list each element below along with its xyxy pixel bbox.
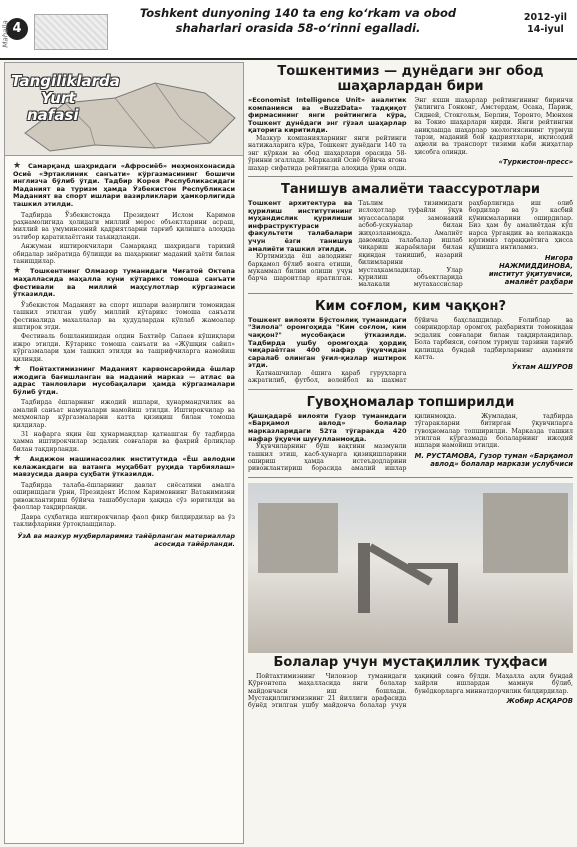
article	[248, 655, 573, 714]
news-paragraph: Фестиваль бошланишидан олдин Бахтиёр Сапаев кўшиқлари ижро этилди. Кўтарикс томоша санъати ва «Жўшқин сайил» кўргазмалари ҳам ташкил этилди ва ташрифчиларга намойиш қилинди.	[13, 333, 235, 363]
news-lead	[13, 366, 235, 396]
sidebar-title	[11, 73, 120, 124]
issue-day: 14-iyul	[527, 24, 564, 35]
star-icon: ★	[13, 161, 29, 171]
issue-year: 2012-yil	[523, 12, 567, 23]
sidebar-signature: ЎзА ва мазкур муҳбирларимиз тайёрланган материаллар асосида тайёрланди.	[17, 532, 235, 549]
news-paragraph: Тадбирда Ўзбекистонда Президент Ислом Каримов раҳнамолигида ҳолидаги миллий мерос объектларини асраш, миллий ва умуминсоний қадриятларни тарғиб қилишга алоҳида эътибор қаратилаётгани таъкидланди.	[13, 211, 235, 241]
article-lead: Қашқадарё вилояти Гузор туманидаги «Барқамол авлод» болалар марказларидаги 52та тўгаракда 420 нафар ўқувчи шуғулланмоқда.	[248, 411, 407, 443]
article-text: Мазкур компанияларнинг янги рейтинги натижаларига кўра, Тошкент дунёдаги 140 та энг кўркам ва обод шаҳарлари орасида 58-ўринни эгаллади. Марказий Осиё бўйича ягона шаҳар сифатида рейтингда алоҳида ўрин олди. Энг яхши шаҳарлар рейтингининг биринчи ўнлигига Гонконг, Амстердам, Осака, Париж, Сидней, Стокгольм, Берлин, Торонто, Мюнхен ва Токио шаҳарлари кирди. Янги рейтингни аниқлашда шаҳарлар экологиясининг турмуш тарзи, маданий бой қадриятлари, иқтисодий аҳволи ва транспорт тизими каби жиҳатлар ҳисобга олинди.	[248, 97, 573, 172]
article-author: «Туркистон-пресс»	[498, 158, 573, 167]
page-headline: Toshkent dunyoning 140 ta eng ko‘rkam va obod shaharlari orasida 58-o‘rinni egalladi.	[139, 6, 457, 35]
star-icon: ★	[13, 454, 30, 465]
star-icon: ★	[13, 266, 30, 277]
news-paragraph: Давра суҳбатида иштирокчилар фаол фикр билдирдилар ва ўз таклифларини ўртоқлашдилар.	[13, 513, 235, 529]
playground-photo	[248, 483, 573, 653]
news-paragraph: Ўзбекистон Маданият ва спорт ишлари вазирлиги томонидан ташкил этилган ушбу миллий кўтарикс томоша санъати фестивалида махаллалар ва ҳудудлардан кўплаб жамоалар иштирок этди.	[13, 301, 235, 331]
article-lead: Тошкент вилояти Бўстонлиқ туманидаги "Зилола" оромгоҳида "Ким соғлом, ким чаққон?" мусобақаси ўтказилди. Тадбирда ушбу оромгоҳда ҳордиқ чиқараётган 400 нафар ўқувчидан саралаб олинган ўғил-қизлар иштирок этди.	[248, 315, 407, 370]
header-ornament	[34, 14, 108, 50]
article	[248, 395, 573, 478]
news-lead-text: Пойтахтимизнинг Маданият карвонсаройида ёшлар ижодига бағишланган ва маданий марказ — атлас ва адрас танловлари мусобақалари ҳамда кўргазмалари бўлиб ўтди.	[13, 365, 235, 396]
news-lead	[13, 163, 235, 209]
sidebar-title-line: nafasi	[27, 106, 79, 124]
sidebar-title-line: Tangiliklarda	[11, 72, 120, 90]
page-header	[0, 0, 577, 60]
article-text: Ўқувчиларнинг бўш вақтини мазмунли ташкил этиш, касб-ҳунарга қизиқишларини ошириш ҳамда истеъдодларини ривожлантириш борасида амалий ишлар қилинмоқда. Жумладан, тадбирда тўгаракларни битирган ўқувчиларга гувоҳномалар топширилди. Марказда ташкил этилган кўргазмада болаларнинг ижодий ишлари намойиш этилди.	[248, 412, 573, 473]
sidebar-title-line: Yurt	[41, 89, 76, 107]
news-paragraph: Тадбирда талаба-ёшларнинг давлат сиёсатини амалга оширишдаги ўрни, Президент Ислом Каримовнинг Ватанимизни ривожлантириш бўйича ташаббуслари ҳақида сўз юритилди ва фаоллар тақдирланди.	[13, 482, 235, 512]
article-title: Гувоҳномалар топширилди	[306, 394, 515, 410]
article-author: Нигора НАЖМИДДИНОВА, институт ўқитувчиси, амалиёт раҳбари	[488, 253, 573, 286]
article-text: Юртимизда ёш авлоднинг барқамол бўлиб вояга етиши, мукаммал билим олиши учун барча шароитлар яратилган. Таълим тизимидаги ислоҳотлар туфайли ўқув муассасалари замонавий асбоб-ускуналар билан жиҳозланмоқда. Амалиёт давомида талабалар ишлаб чиқариш жараёнлари билан яқиндан танишиб, назарий билимларини мустаҳкамладилар. Улар қурилиш объектларида малакали мутахассислар раҳбарлигида иш олиб бордилар ва ўз касбий кўникмаларини оширдилар. Биз ҳам бу амалиётдан кўп нарса ўргандик ва келажакда юртимиз тараққиётига ҳисса қўшишга интиламиз.	[248, 200, 573, 289]
article	[248, 182, 573, 294]
slide-tower-shape	[358, 543, 370, 613]
article	[248, 299, 573, 390]
article-title: Тошкентимиз — дунёдаги энг обод шаҳарлардан бири	[277, 64, 544, 94]
news-lead-text: Тошкентнинг Олмазор туманидаги Чиғатой Октепа маҳалласида маҳалла куни кўтарикс томоша санъати фестивали ва миллий маҳсулотлар кўргазмаси ўтказилди.	[13, 267, 235, 299]
article-title: Танишув амалиёти таассуротлари	[281, 182, 540, 197]
news-paragraph: Тадбирда ёшларнинг ижодий ишлари, ҳунармандчилик ва амалий санъат намуналари намойиш этилди. Иштирокчилар ва меҳмонлар кўргазмаларни катта қизиқиш билан томоша қилдилар.	[13, 399, 235, 429]
news-sidebar	[4, 62, 244, 844]
article-author: Жобир АСҚАРОВ	[506, 697, 573, 706]
article-body	[248, 317, 573, 385]
building-shape	[483, 493, 568, 573]
news-lead-text: Самарқанд шаҳридаги «Афросиёб» меҳмонхонасида Осиё «Эртаклиник санъати» кўргазмасининг бошичи инглизча бўлиб ўтди. Тадбир Корея Республикасидаги Маданият ва туризм ҳамда Ўзбекистон Республикаси Маданият ва спорт ишлари вазирликлари ҳамкорлигида ташкил этилди.	[13, 162, 235, 208]
news-lead	[13, 268, 235, 298]
article-text: Пойтахтимизнинг Чилонзор туманидаги Қўрғонтепа маҳалласида янги болалар майдончаси иш бошлади. Мустақиллигимизнинг 21 йиллиги арафасида бунёд этилган ушбу майдонча болалар учун ҳақиқий совға бўлди. Маҳалла аҳли бундай хайрли ишлардан мамнун бўлиб, бунёдкорларга миннатдорчилик билдирдилар.	[248, 672, 573, 710]
news-lead	[13, 456, 235, 479]
sidebar-body	[5, 156, 243, 552]
swing-beam-shape	[408, 563, 458, 569]
main-column	[248, 62, 573, 719]
news-lead-text: Андижон машинасозлик институтида «Ёш авлодни келажакдаги ва ватанга муҳаббат руҳида тарбиялаш» мавзусида давра суҳбати ўтказилди.	[13, 455, 236, 479]
news-paragraph: Анжуман иштирокчилари Самарқанд шаҳридаги тарихий обидалар зиёратида бўлишди ва шаҳарнинг маданий ҳаёти билан танишдилар.	[13, 243, 235, 265]
article	[248, 64, 573, 177]
article-body	[248, 200, 573, 289]
article-lead: Тошкент архитектура ва қурилиш институтининг муҳандислик қурилиши инфраструктураси факультети талабалари учун ёзги танишув амалиёти ташкил этилди.	[248, 199, 353, 253]
page-number: 4	[6, 18, 28, 40]
section-label: Mahalla	[1, 20, 10, 48]
article-text: Қатнашчилар ёшига қараб гуруҳларга ажратилиб, футбол, волейбол ва шахмат бўйича баҳслашдилар. Ғолиблар ва совриндорлар оромгоҳ раҳбарияти томонидан эсдалик совғалари билан тақдирландилар. Бола тарбияси, соғлом турмуш тарзини тарғиб қилишда бундай тадбирларнинг аҳамияти катта.	[248, 316, 573, 385]
news-paragraph: 31 нафарга яқин ёш ҳунармандлар қатнашган бу тадбирда ҳамма иштирокчилар эсдалик совғалари ва фахрий ёрлиқлар билан тақдирланди.	[13, 431, 235, 453]
article-title: Ким соғлом, ким чаққон?	[314, 298, 506, 314]
article-body	[248, 97, 573, 172]
sidebar-header	[5, 63, 243, 156]
article-title: Болалар учун мустақиллик туҳфаси	[273, 654, 548, 670]
article-author: Ўктам АШУРОВ	[511, 363, 573, 372]
swing-post-shape	[448, 563, 458, 623]
article-lead: «Economist Intelligence Unit» аналитик компанияси ва «BuzzData» тадқиқот фирмасининг янги рейтингига кўра, Тошкент дунёдаги энг гўзал шаҳарлар қаторига киритилди.	[248, 96, 407, 135]
article-author: М. РУСТАМОВА, Гузор туман «Барқамол авлод» болалар маркази услубчиси	[414, 451, 573, 468]
building-shape	[258, 503, 338, 573]
issue-date	[524, 12, 567, 36]
star-icon: ★	[13, 364, 30, 375]
article-body	[248, 413, 573, 473]
article-body	[248, 673, 573, 710]
